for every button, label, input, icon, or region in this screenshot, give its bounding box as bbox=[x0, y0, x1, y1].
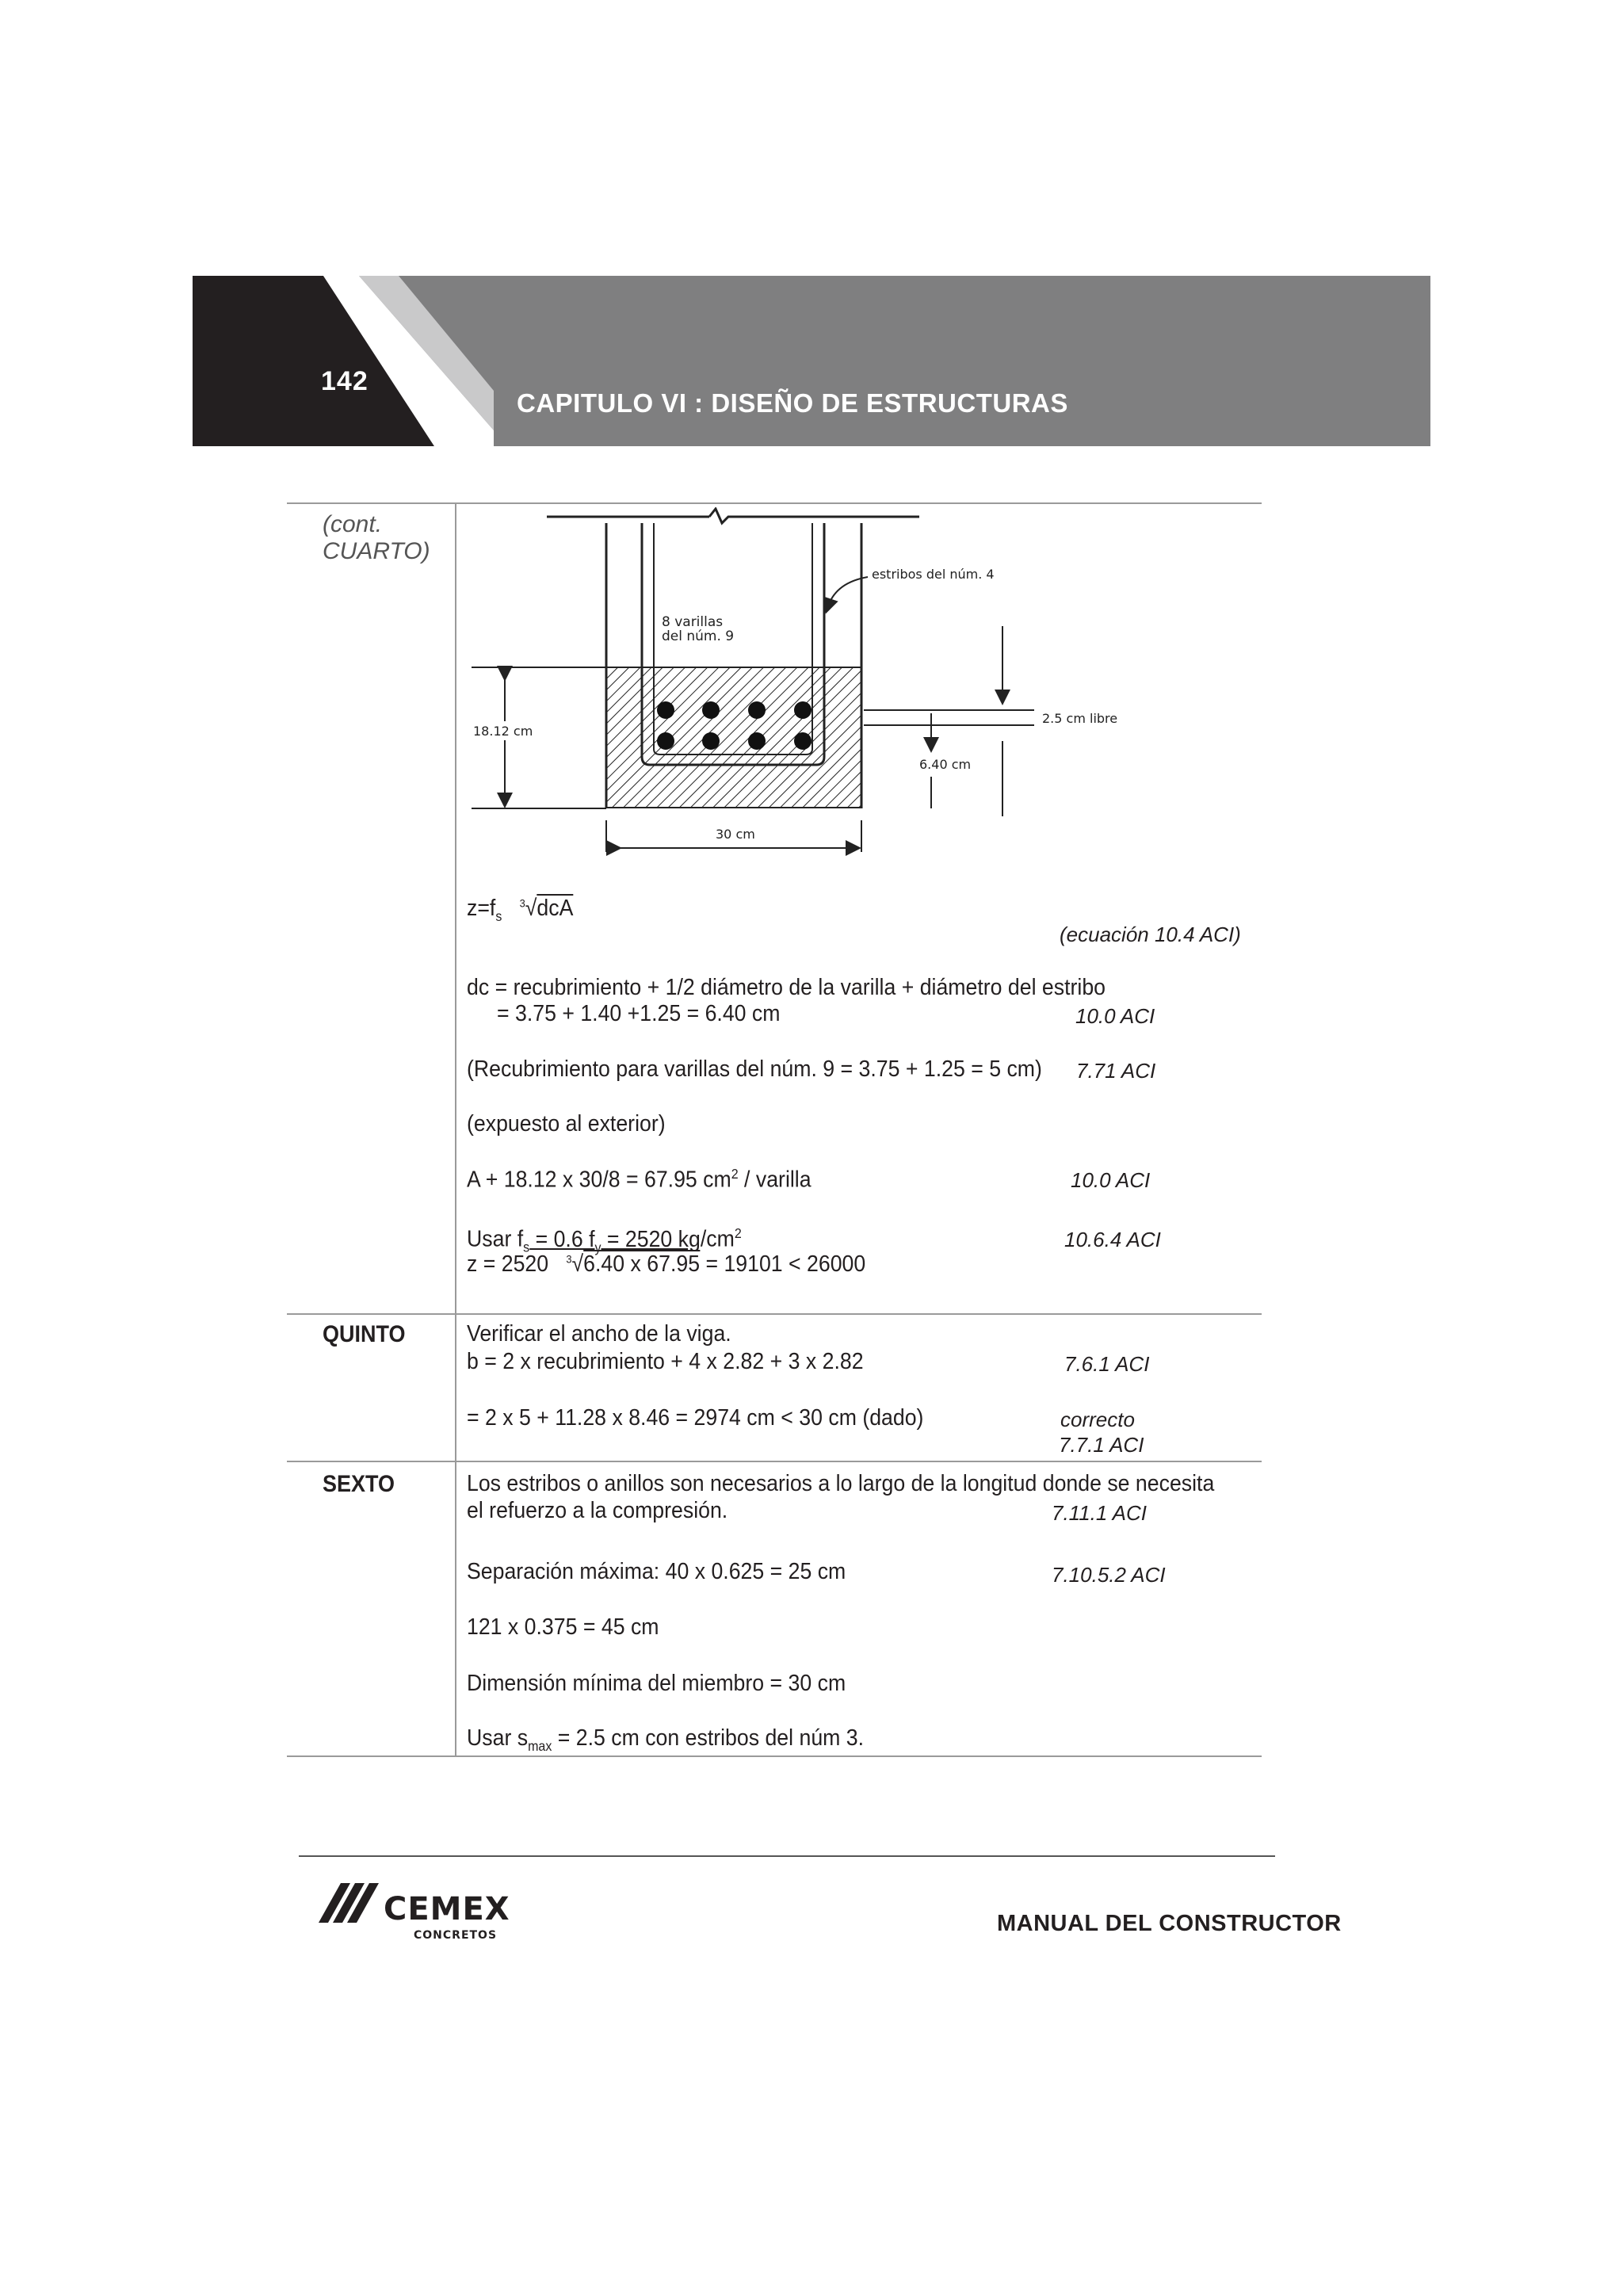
sexto-line6: Usar $s_{max} = 2.5$ cm con estribos del núm 3. bbox=[467, 1725, 865, 1754]
recubrimiento-ref: 7.71 ACI bbox=[1076, 1059, 1156, 1083]
usar-fs-ref: 10.6.4 ACI bbox=[1064, 1228, 1161, 1251]
row-label-sexto: SEXTO bbox=[323, 1471, 395, 1497]
row-label-cuarto-line1: (cont. bbox=[323, 511, 383, 537]
dc-ref: 10.0 ACI bbox=[1075, 1004, 1155, 1028]
manual-title: MANUAL DEL CONSTRUCTOR bbox=[997, 1911, 1342, 1936]
area-ref: 10.0 ACI bbox=[1071, 1168, 1151, 1192]
expuesto-line: (expuesto al exterior) bbox=[467, 1111, 666, 1137]
cemex-logo bbox=[319, 1883, 525, 1946]
z-calc: z = 2520 $^3$√6.40 x 67.95 = 19101 < 26000 bbox=[467, 1251, 866, 1277]
quinto-line2: b = 2 x recubrimiento + 4 x 2.82 + 3 x 2.82 bbox=[467, 1349, 864, 1374]
table-column-divider bbox=[455, 502, 456, 1756]
usar-fs-line: Usar $f_s = 0.6$ $f_y = 2520$ $kg/cm^2$ bbox=[467, 1225, 742, 1255]
dc-calc: = 3.75 + 1.40 +1.25 = 6.40 cm bbox=[497, 1001, 781, 1026]
recubrimiento-line: (Recubrimiento para varillas del núm. 9 = 3.75 + 1.25 = 5 cm) bbox=[467, 1056, 1042, 1082]
table-top-rule bbox=[287, 502, 1262, 504]
sexto-line2: el refuerzo a la compresión. bbox=[467, 1498, 728, 1523]
chapter-title: CAPITULO VI : DISEÑO DE ESTRUCTURAS bbox=[517, 388, 1068, 418]
sexto-line2-ref: 7.11.1 ACI bbox=[1052, 1501, 1147, 1525]
quinto-correcto: correcto bbox=[1060, 1408, 1135, 1431]
quinto-line1: Verificar el ancho de la viga. bbox=[467, 1321, 731, 1347]
row-label-quinto: QUINTO bbox=[323, 1321, 406, 1347]
fig-bars-label-2: del núm. 9 bbox=[662, 628, 735, 644]
quinto-line3-ref: 7.7.1 ACI bbox=[1059, 1433, 1144, 1457]
fig-stirrup-label: estribos del núm. 4 bbox=[872, 567, 995, 582]
svg-text:CONCRETOS: CONCRETOS bbox=[414, 1929, 498, 1942]
footer-rule bbox=[299, 1855, 1275, 1857]
sexto-line3: Separación máxima: 40 x 0.625 = 25 cm bbox=[467, 1559, 846, 1584]
svg-text:CEMEX: CEMEX bbox=[384, 1891, 510, 1927]
fig-bars-label-1: 8 varillas bbox=[662, 614, 724, 630]
row-label-cuarto bbox=[323, 511, 430, 565]
quinto-line2-ref: 7.6.1 ACI bbox=[1064, 1352, 1150, 1376]
sexto-line3-ref: 7.10.5.2 ACI bbox=[1052, 1563, 1166, 1587]
area-line: A + 18.12 x 30/8 = 67.95 $cm^2$ / varilla bbox=[467, 1166, 812, 1193]
row-divider-sexto bbox=[287, 1461, 1262, 1462]
sexto-line4: 121 x 0.375 = 45 cm bbox=[467, 1614, 659, 1640]
beam-section-figure bbox=[464, 507, 1256, 864]
page-number: 142 bbox=[321, 366, 369, 396]
sexto-line5: Dimensión mínima del miembro = 30 cm bbox=[467, 1671, 846, 1696]
z-formula: $z=f_s$ $^3$√dcA bbox=[467, 896, 574, 924]
eq-ref: (ecuación 10.4 ACI) bbox=[1060, 923, 1241, 946]
sexto-line1: Los estribos o anillos son necesarios a lo largo de la longitud donde se necesita bbox=[467, 1471, 1215, 1496]
fig-dc-label: 6.40 cm bbox=[919, 757, 972, 772]
dc-definition: dc = recubrimiento + 1/2 diámetro de la varilla + diámetro del estribo bbox=[467, 975, 1106, 1000]
row-divider-quinto bbox=[287, 1313, 1262, 1315]
row-label-cuarto-line2: CUARTO) bbox=[323, 538, 430, 564]
quinto-line3: = 2 x 5 + 11.28 x 8.46 = 2974 cm < 30 cm (dado) bbox=[467, 1405, 924, 1431]
fig-height-label: 18.12 cm bbox=[473, 724, 533, 739]
fig-width-label: 30 cm bbox=[716, 827, 755, 842]
fig-clear-label: 2.5 cm libre bbox=[1042, 711, 1118, 726]
table-bottom-rule bbox=[287, 1755, 1262, 1757]
